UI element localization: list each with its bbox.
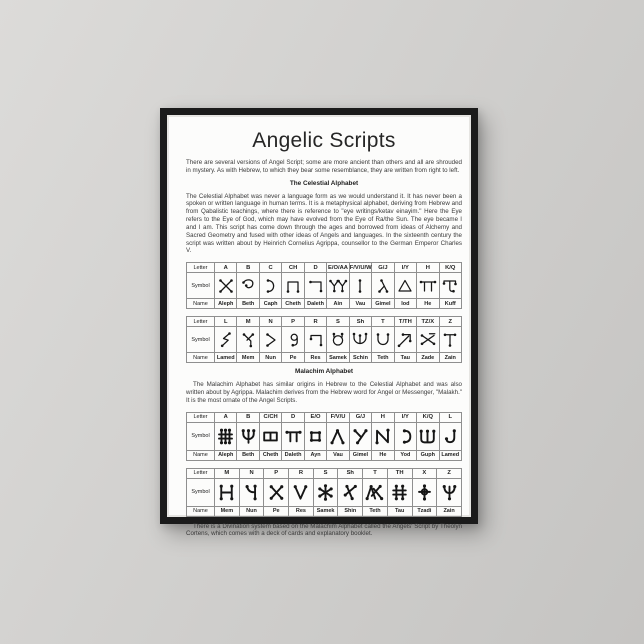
letter-cell: Z (437, 468, 462, 478)
name-cell: Tzadi (412, 506, 437, 516)
symbol-cell (327, 273, 349, 299)
symbol-cell (304, 273, 326, 299)
letter-row-label: Letter (187, 317, 215, 327)
symbol-cell (237, 422, 259, 450)
malachim-cheth-symbol (260, 426, 281, 447)
section-paragraph: The Malachim Alphabet has similar origins in Hebrew to the Celestial Alphabet and was also written about by Agrippa. Malachim derives from the Hebrew word for Angel or Messenger, "Malakh." It is the most ornate of the Angel Scripts. (186, 381, 462, 404)
symbol-cell (282, 327, 304, 353)
name-cell: Caph (259, 299, 281, 309)
letter-cell: E/O/AA (328, 264, 348, 271)
symbol-cell (417, 273, 439, 299)
malachim-daleth-symbol (283, 426, 304, 447)
name-cell: Mem (237, 353, 259, 363)
symbol-cell (349, 273, 371, 299)
name-cell: Aleph (215, 299, 237, 309)
celestial-aleph-symbol (216, 276, 236, 296)
celestial-daleth-symbol (306, 276, 326, 296)
malachim-guph-symbol (417, 426, 438, 447)
symbol-cell (327, 327, 349, 353)
symbol-cell (259, 273, 281, 299)
name-cell: Mem (215, 506, 240, 516)
letter-cell: I/Y (394, 263, 416, 273)
section-paragraph: The Celestial Alphabet was never a language form as we would understand it. It has never been a spoken or written language in human terms. It is a metaphysical alphabet, deriving from Hebrew and from Qabalistic teachings, where there is reference to "eye writings/ketav einayim." Here the Eye refers to the Eye of God, which may have evolved from the Eye of Ra/the Sun. The eye became I and I am. This script has come down through the ages and borrowed from ideas of Alchemy and Sacred Geometry and fused with other ideas of Angels and languages. In the sixteenth century the script was written about by Heinrich Cornelius Agrippa, counsellor to the German Emperor Charles V. (186, 192, 462, 255)
symbol-cell (264, 478, 289, 506)
malachim-pe-symbol (266, 482, 287, 503)
name-cell: Pe (264, 506, 289, 516)
name-cell: Guph (417, 450, 439, 460)
symbol-cell (412, 478, 437, 506)
malachim-lamed-symbol (440, 426, 461, 447)
name-cell: Samek (327, 353, 349, 363)
symbol-cell (259, 422, 281, 450)
symbol-cell (215, 327, 237, 353)
symbol-cell (439, 273, 461, 299)
name-cell: Kuff (439, 299, 461, 309)
name-cell: Teth (363, 506, 388, 516)
celestial-vau-symbol (350, 276, 370, 296)
name-cell: He (372, 450, 394, 460)
symbol-cell (394, 273, 416, 299)
letter-cell: X (412, 468, 437, 478)
letter-cell: TZ/X (417, 317, 439, 327)
letter-cell: CH (282, 263, 304, 273)
name-row-label: Name (187, 506, 215, 516)
celestial-caph-symbol (261, 276, 281, 296)
symbol-cell (259, 327, 281, 353)
poster-title: Angelic Scripts (252, 129, 396, 152)
malachim-ayn-symbol (305, 426, 326, 447)
malachim-table-1 (186, 412, 462, 461)
name-cell: Beth (237, 450, 259, 460)
malachim-nun-symbol (241, 482, 262, 503)
celestial-teth-symbol (373, 330, 393, 350)
malachim-tzadi-symbol (414, 482, 435, 503)
letter-cell: L (439, 412, 461, 422)
malachim-beth-symbol (238, 426, 259, 447)
symbol-row-label: Symbol (187, 273, 215, 299)
name-cell: Daleth (304, 299, 326, 309)
letter-cell: A (215, 263, 237, 273)
symbol-cell (439, 422, 461, 450)
symbol-cell (439, 327, 461, 353)
symbol-cell (282, 422, 304, 450)
malachim-samek-symbol (315, 482, 336, 503)
malachim-gimel-symbol (350, 426, 371, 447)
letter-cell: K/Q (439, 263, 461, 273)
celestial-ain-symbol (328, 276, 348, 296)
letter-cell: C/CH (259, 412, 281, 422)
name-cell: Nun (259, 353, 281, 363)
symbol-cell (394, 327, 416, 353)
section-heading: The Celestial Alphabet (289, 179, 359, 187)
name-cell: Beth (237, 299, 259, 309)
letter-cell: G/J (372, 263, 394, 273)
symbol-cell (215, 273, 237, 299)
intro-paragraph: There are several versions of Angel Script; some are more ancient than others and all are shrouded in mystery. As with Hebrew, to which they bear some resemblance, they are written from right to left. (186, 159, 462, 174)
letter-cell: P (264, 468, 289, 478)
symbol-cell (372, 422, 394, 450)
letter-cell: Sh (338, 468, 363, 478)
symbol-row-label: Symbol (187, 478, 215, 506)
letter-cell: P (282, 317, 304, 327)
celestial-cheth-symbol (283, 276, 303, 296)
symbol-cell (363, 478, 388, 506)
name-cell: Vau (327, 450, 349, 460)
name-cell: Lamed (439, 450, 461, 460)
name-cell: Ain (327, 299, 349, 309)
symbol-cell (349, 327, 371, 353)
letter-cell: E/O (304, 412, 326, 422)
symbol-cell (313, 478, 338, 506)
name-cell: Cheth (282, 299, 304, 309)
name-cell: Gimel (349, 450, 371, 460)
letter-cell: R (289, 468, 314, 478)
letter-row-label: Letter (187, 468, 215, 478)
celestial-gimel-symbol (373, 276, 393, 296)
letter-row-label: Letter (187, 412, 215, 422)
malachim-table-2 (186, 468, 462, 517)
malachim-mem-symbol (216, 482, 237, 503)
malachim-shin-symbol (340, 482, 361, 503)
letter-row-label: Letter (187, 263, 215, 273)
name-row-label: Name (187, 299, 215, 309)
name-cell: Schin (349, 353, 371, 363)
symbol-cell (289, 478, 314, 506)
malachim-res-symbol (290, 482, 311, 503)
symbol-cell (215, 478, 240, 506)
celestial-samek-symbol (328, 330, 348, 350)
letter-cell: T (372, 317, 394, 327)
symbol-cell (349, 422, 371, 450)
symbol-cell (417, 327, 439, 353)
name-cell: Aleph (215, 450, 237, 460)
malachim-yod-symbol (395, 426, 416, 447)
celestial-lamed-symbol (216, 330, 236, 350)
letter-cell: I/Y (394, 412, 416, 422)
name-cell: Nun (239, 506, 264, 516)
malachim-vau-symbol (327, 426, 348, 447)
letter-cell: S (313, 468, 338, 478)
symbol-cell (417, 422, 439, 450)
celestial-res-symbol (306, 330, 326, 350)
name-cell: Iod (394, 299, 416, 309)
letter-cell: S (327, 317, 349, 327)
name-row-label: Name (187, 353, 215, 363)
letter-cell: D (282, 412, 304, 422)
name-cell: Tau (387, 506, 412, 516)
name-cell: Zain (437, 506, 462, 516)
name-cell: Samek (313, 506, 338, 516)
letter-cell: R (304, 317, 326, 327)
section-heading: Malachim Alphabet (295, 368, 353, 376)
name-cell: Ayn (304, 450, 326, 460)
letter-cell: K/Q (417, 412, 439, 422)
letter-cell: H (372, 412, 394, 422)
letter-cell: TH (387, 468, 412, 478)
name-cell: Shin (338, 506, 363, 516)
name-cell: Lamed (215, 353, 237, 363)
symbol-cell (327, 422, 349, 450)
symbol-cell (215, 422, 237, 450)
celestial-tau-symbol (395, 330, 415, 350)
symbol-cell (372, 327, 394, 353)
symbol-cell (237, 327, 259, 353)
name-cell: Zade (417, 353, 439, 363)
name-cell: Res (304, 353, 326, 363)
letter-cell: B (237, 263, 259, 273)
symbol-cell (394, 422, 416, 450)
name-cell: Pe (282, 353, 304, 363)
celestial-table-2 (186, 316, 462, 363)
celestial-table-1 (186, 262, 462, 309)
name-row-label: Name (187, 450, 215, 460)
name-cell: Cheth (259, 450, 281, 460)
name-cell: Res (289, 506, 314, 516)
letter-cell: G/J (349, 412, 371, 422)
name-cell: Teth (372, 353, 394, 363)
alphabet-sections (186, 180, 462, 517)
malachim-tau-symbol (389, 482, 410, 503)
letter-cell: L (215, 317, 237, 327)
celestial-kuff-symbol (440, 276, 460, 296)
letter-cell: M (215, 468, 240, 478)
malachim-aleph-symbol (215, 426, 236, 447)
letter-cell: H (417, 263, 439, 273)
letter-cell: T (363, 468, 388, 478)
letter-cell: N (259, 317, 281, 327)
letter-cell: M (237, 317, 259, 327)
letter-cell: D (304, 263, 326, 273)
celestial-zade-symbol (418, 330, 438, 350)
symbol-cell (387, 478, 412, 506)
name-cell: Gimel (372, 299, 394, 309)
celestial-zain-symbol (440, 330, 460, 350)
letter-cell: C (259, 263, 281, 273)
letter-cell: F/V/U (327, 412, 349, 422)
footer-paragraph: There is a Divination system based on the Malachim Alphabet called the Angels' Script by Theolyn Cortens, which comes with a deck of cards and explanatory booklet. (186, 522, 462, 538)
symbol-cell (437, 478, 462, 506)
letter-cell: Sh (349, 317, 371, 327)
symbol-row-label: Symbol (187, 327, 215, 353)
symbol-row-label: Symbol (187, 422, 215, 450)
malachim-he-symbol (372, 426, 393, 447)
name-cell: Tau (394, 353, 416, 363)
symbol-cell (304, 422, 326, 450)
symbol-cell (304, 327, 326, 353)
symbol-cell (338, 478, 363, 506)
celestial-pe-symbol (283, 330, 303, 350)
name-cell: Yod (394, 450, 416, 460)
symbol-cell (237, 273, 259, 299)
letter-cell: F/V/U/W (349, 264, 372, 271)
name-cell: Daleth (282, 450, 304, 460)
malachim-teth-symbol (364, 482, 385, 503)
symbol-cell (282, 273, 304, 299)
poster-frame (160, 108, 478, 538)
celestial-nun-symbol (261, 330, 281, 350)
letter-cell: Z (439, 317, 461, 327)
symbol-cell (372, 273, 394, 299)
name-cell: Zain (439, 353, 461, 363)
letter-cell: A (215, 412, 237, 422)
celestial-schin-symbol (350, 330, 370, 350)
symbol-cell (239, 478, 264, 506)
malachim-zain-symbol (439, 482, 460, 503)
poster-canvas (167, 115, 471, 538)
celestial-iod-symbol (395, 276, 415, 296)
letter-cell: N (239, 468, 264, 478)
celestial-he-symbol (418, 276, 438, 296)
letter-cell: B (237, 412, 259, 422)
celestial-mem-symbol (238, 330, 258, 350)
name-cell: Vau (349, 299, 371, 309)
letter-cell: T/TH (394, 317, 416, 327)
name-cell: He (417, 299, 439, 309)
celestial-beth-symbol (238, 276, 258, 296)
